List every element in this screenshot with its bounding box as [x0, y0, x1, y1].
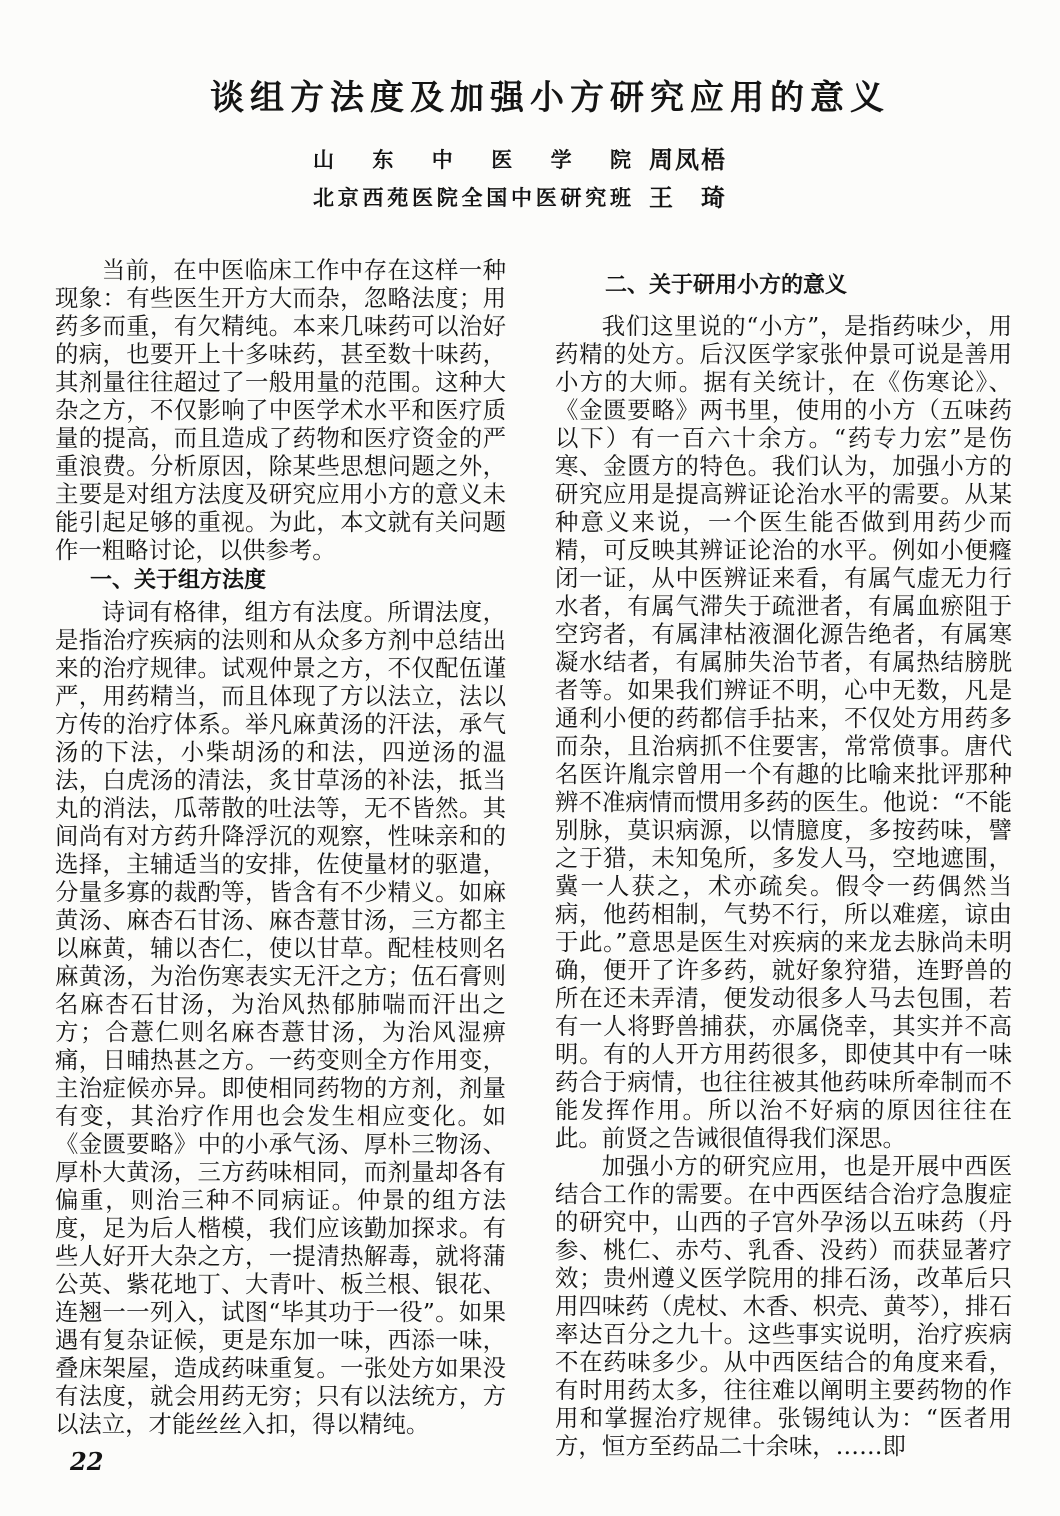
body-paragraph: 加强小方的研究应用，也是开展中西医结合工作的需要。在中西医结合治疗急腹症的研究中，山西的子宫外孕汤以五味药（丹参、桃仁、赤芍、乳香、没药）而获显著疗效；贵州遵义医学院用的排石汤，改革后只用四味药（虎杖、木香、枳壳、黄芩），排石率达百分之九十。这些事实说明，治疗疾病不在药味多少。从中西医结合的角度来看，有时用药太多，往往难以阐明主要药物的作用和掌握治疗规律。张锡纯认为：“医者用方，恒方至药品二十余味，……即 [555, 1152, 1012, 1460]
left-column [55, 256, 506, 1438]
section-heading: 二、关于研用小方的意义 [605, 273, 848, 298]
author-row [313, 141, 725, 179]
author-name: 周凤梧 [649, 146, 725, 174]
body-paragraph: 我们这里说的“小方”，是指药味少，用药精的处方。后汉医学家张仲景可说是善用小方的大师。据有关统计，在《伤寒论》、《金匮要略》两书里，使用的小方（五味药以下）有一百六十余方。“药专力宏”是伤寒、金匮方的特色。我们认为，加强小方的研究应用是提高辨证论治水平的需要。从某种意义来说，一个医生能否做到用药少而精，可反映其辨证论治的水平。例如小便癃闭一证，从中医辨证来看，有属气虚无力行水者，有属气滞失于疏泄者，有属血瘀阻于空窍者，有属津枯液涸化源告绝者，有属寒凝水结者，有属肺失治节者，有属热结膀胱者等。如果我们辨证不明，心中无数，凡是通利小便的药都信手拈来，不仅处方用药多而杂，且治病抓不住要害，常常偾事。唐代名医许胤宗曾用一个有趣的比喻来批评那种辨不准病情而惯用多药的医生。他说：“不能别脉，莫识病源，以情臆度，多按药味，譬之于猎，未知兔所，多发人马，空地遮围，冀一人获之，术亦疏矣。假令一药偶然当病，他药相制，气势不行，所以难瘥，谅由于此。”意思是医生对疾病的来龙去脉尚未明确，便开了许多药，就好象狩猎，连野兽的所在还未弄清，便发动很多人马去包围，若有一人将野兽捕获，亦属侥幸，其实并不高明。有的人开方用药很多，即使其中有一味药合于病情，也往往被其他药味所牵制而不能发挥作用。所以治不好病的原因往往在此。前贤之告诫很值得我们深思。 [555, 312, 1012, 1152]
body-paragraph: 诗词有格律，组方有法度。所谓法度，是指治疗疾病的法则和从众多方剂中总结出来的治疗规律。试观仲景之方，不仅配伍谨严，用药精当，而且体现了方以法立，法以方传的治疗体系。举凡麻黄汤的汗法，承气汤的下法，小柴胡汤的和法，四逆汤的温法，白虎汤的清法，炙甘草汤的补法，抵当丸的消法，瓜蒂散的吐法等，无不皆然。其间尚有对方药升降浮沉的观察，性味亲和的选择，主辅适当的安排，佐使量材的驱遣，分量多寡的裁酌等，皆含有不少精义。如麻黄汤、麻杏石甘汤、麻杏薏甘汤，三方都主以麻黄，辅以杏仁，使以甘草。配桂枝则名麻黄汤，为治伤寒表实无汗之方；伍石膏则名麻杏石甘汤，为治风热郁肺喘而汗出之方；合薏仁则名麻杏薏甘汤，为治风湿痹痛，日晡热甚之方。一药变则全方作用变，主治症候亦异。即使相同药物的方剂，剂量有变，其治疗作用也会发生相应变化。如《金匮要略》中的小承气汤、厚朴三物汤、厚朴大黄汤，三方药味相同，而剂量却各有偏重，则治三种不同病证。仲景的组方法度，足为后人楷模，我们应该勤加探求。有些人好开大杂之方，一提清热解毒，就将蒲公英、紫花地丁、大青叶、板兰根、银花、连翘一一列入，试图“毕其功于一役”。如果遇有复杂证候，更是东加一味，西添一味，叠床架屋，造成药味重复。一张处方如果没有法度，就会用药无穷；只有以法统方，方以法立，才能丝丝入扣，得以精纯。 [55, 598, 506, 1438]
author-institution: 山 东 中 医 学 院 [313, 147, 631, 172]
right-column [555, 272, 1012, 1460]
author-institution: 北京西苑医院全国中医研究班 [313, 185, 631, 210]
intro-paragraph: 当前，在中医临床工作中存在这样一种现象：有些医生开方大而杂，忽略法度；用药多而重，有欠精纯。本来几味药可以治好的病，也要开上十多味药，甚至数十味药，其剂量往往超过了一般用量的范围。这种大杂之方，不仅影响了中医学术水平和医疗质量的提高，而且造成了药物和医疗资金的严重浪费。分析原因，除某些思想问题之外，主要是对组方法度及研究应用小方的意义未能引起足够的重视。为此，本文就有关问题作一粗略讨论，以供参考。 [55, 256, 506, 564]
author-row [313, 179, 725, 217]
author-name: 王 琦 [649, 184, 725, 212]
page-number: 22 [70, 1447, 104, 1476]
section-heading: 一、关于组方法度 [90, 568, 267, 593]
author-block [313, 141, 725, 217]
article-title: 谈组方法度及加强小方研究应用的意义 [210, 77, 890, 118]
